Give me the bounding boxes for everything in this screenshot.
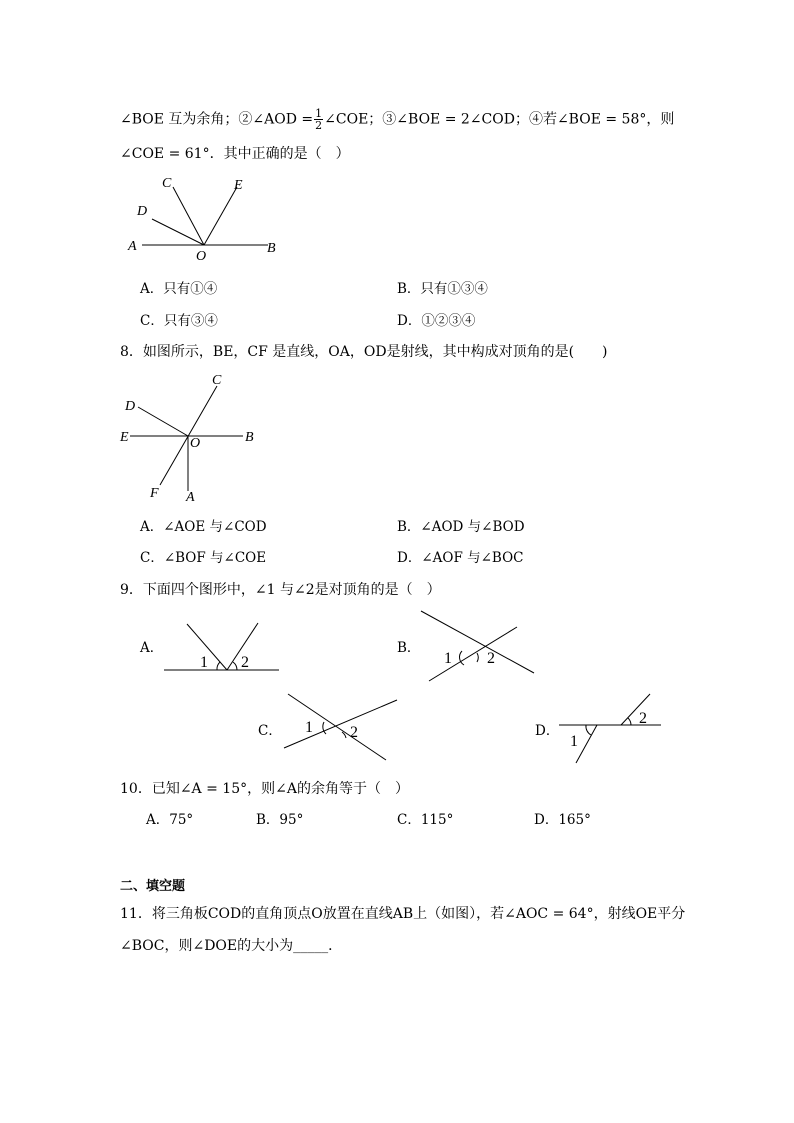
q7-frac-numerator: 1 [315,107,323,120]
q7-label-A: A [128,239,137,254]
q7-label-C: C [162,176,172,191]
q9-d-angle-2: 2 [639,710,647,727]
q9-figure-d[interactable] [555,690,665,770]
q7-line1-part-b: ∠COE；③∠BOE = 2∠COD；④若∠BOE = 58°，则 [324,111,675,128]
q11-line2: ∠BOC，则∠DOE的大小为_____． [120,938,343,954]
q7-label-D: D [137,204,148,219]
q9-b-angle-1: 1 [444,650,452,667]
q9-c-angle-1: 1 [305,719,313,736]
q8-stem: 8．如图所示，BE，CF 是直线，OA，OD是射线，其中构成对顶角的是( ) [120,344,608,360]
q9-option-c-letter[interactable]: C． [258,723,282,739]
q7-label-B: B [267,241,276,256]
q9-option-d-letter[interactable]: D． [535,723,560,739]
q8-label-B: B [245,430,254,445]
q8-label-F: F [150,486,159,501]
q9-figure-b[interactable] [415,605,540,685]
q7-label-O: O [196,249,207,264]
q10-stem: 10．已知∠A = 15°，则∠A的余角等于（ ） [120,781,409,797]
q7-fraction [314,108,323,131]
q9-a-angle-1: 1 [200,654,208,671]
q10-option-a[interactable]: A．75° [146,812,194,828]
q9-stem: 9．下面四个图形中，∠1 与∠2是对顶角的是（ ） [120,582,441,598]
q8-label-D: D [125,399,136,414]
q7-line1-part-a: ∠BOE 互为余角；②∠AOD = [120,111,314,128]
q7-line1 [120,108,674,131]
section-title-fill-in: 二、填空题 [120,879,186,894]
q7-figure [122,170,292,270]
q7-label-E: E [234,178,243,193]
q7-option-a[interactable]: A．只有①④ [140,281,218,297]
q8-option-c[interactable]: C．∠BOF 与∠COE [140,550,267,566]
q8-option-d[interactable]: D．∠AOF 与∠BOC [397,550,524,566]
q9-option-b-letter[interactable]: B． [397,640,421,656]
q8-label-A: A [186,490,195,505]
q9-b-angle-2: 2 [487,650,495,667]
q10-option-d[interactable]: D．165° [534,812,591,828]
q10-option-c[interactable]: C．115° [397,812,454,828]
q8-label-O: O [190,436,201,451]
q11-line1: 11．将三角板COD的直角顶点O放置在直线AB上（如图），若∠AOC = 64°，射线OE平分 [120,906,686,922]
q9-option-a-letter[interactable]: A． [140,640,164,656]
q8-label-C: C [212,373,222,388]
q8-label-E: E [120,430,129,445]
q9-d-angle-1: 1 [570,733,578,750]
q7-frac-denominator: 2 [315,119,323,132]
q8-figure [115,370,275,505]
q8-option-a[interactable]: A．∠AOE 与∠COD [140,519,267,535]
q7-line2: ∠COE = 61°．其中正确的是（ ） [120,146,350,162]
q7-option-d[interactable]: D．①②③④ [397,313,476,329]
q8-option-b[interactable]: B．∠AOD 与∠BOD [397,519,525,535]
q9-figure-a[interactable] [160,615,285,680]
q10-option-b[interactable]: B．95° [256,812,304,828]
q9-a-angle-2: 2 [241,654,249,671]
q9-figure-c[interactable] [280,690,405,770]
q9-c-angle-2: 2 [350,724,358,741]
q7-option-c[interactable]: C．只有③④ [140,313,218,329]
q7-option-b[interactable]: B．只有①③④ [397,281,488,297]
